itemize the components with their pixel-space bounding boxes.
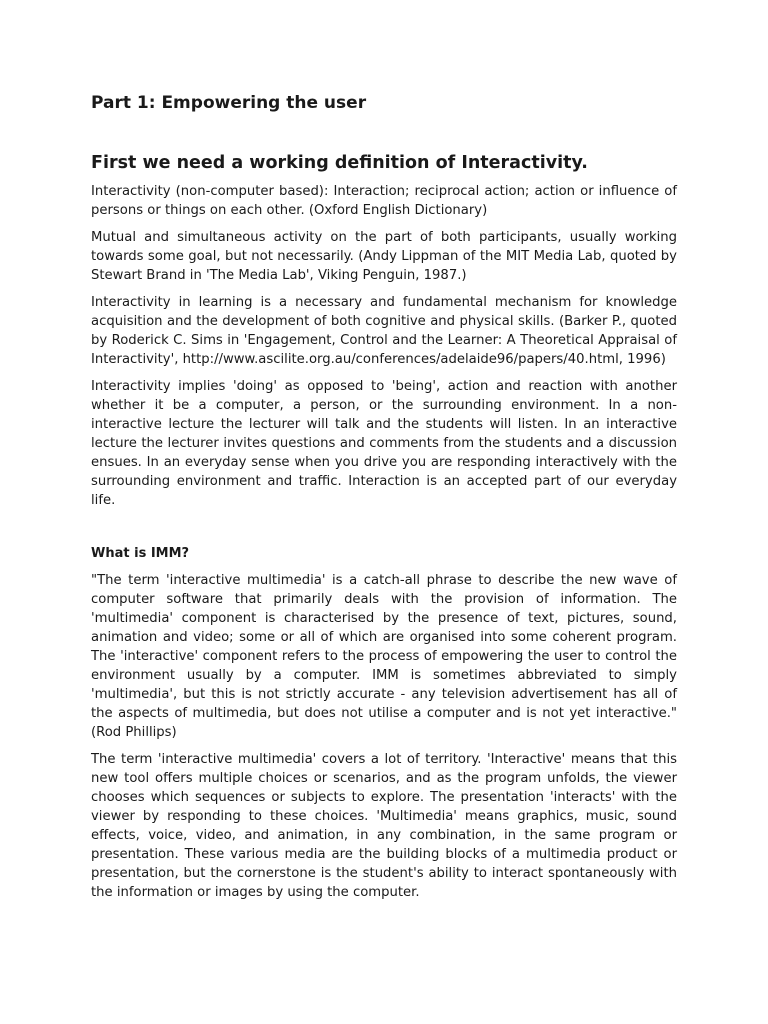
imm-paragraph-territory: The term 'interactive multimedia' covers a lot of territory. 'Interactive' means that this new tool offers multiple choices or scenarios, and as the program unfolds, the viewer chooses which sequences or subjects to explore. The presentation 'interacts' with the viewer by responding to these choices. 'Multimedia' means graphics, music, sound effects, voice, video, and animation, in any combination, in the same program or presentation. These various media are the building blocks of a multimedia product or presentation, but the cornerstone is the student's ability to interact spontaneously with the information or images by using the computer. — [91, 752, 677, 900]
part-title: Part 1: Empowering the user — [91, 93, 367, 113]
imm-paragraph-phillips: "The term 'interactive multimedia' is a catch-all phrase to describe the new wave of computer software that primarily deals with the provision of information. The 'multimedia' component is characterised by the presence of text, pictures, sound, animation and video; some or all of which are organised into some coherent program. The 'interactive' component refers to the process of empowering the user to control the environment usually by a computer. IMM is sometimes abbreviated to simply 'multimedia', but this is not strictly accurate - any television advertisement has all of the aspects of multimedia, but does not utilise a computer and is not yet interactive." (Rod Phillips) — [91, 573, 677, 740]
definition-paragraph-oxford: Interactivity (non-computer based): Interaction; reciprocal action; action or influence of persons or things on each other. (Oxford English Dictionary) — [91, 184, 677, 218]
definition-paragraph-barker: Interactivity in learning is a necessary and fundamental mechanism for knowledge acquisition and the development of both cognitive and physical skills. (Barker P., quoted by Roderick C. Sims in 'Engagement, Control and the Learner: A Theoretical Appraisal of Interactivity', http://www.ascilite.org.au/conferences/adelaide96/papers/40.html, 1996) — [91, 295, 677, 367]
document-page — [91, 92, 677, 910]
definition-paragraph-doing: Interactivity implies 'doing' as opposed to 'being', action and reaction with another whether it be a computer, a person, or the surrounding environment. In a non-interactive lecture the lecturer will talk and the students will listen. In an interactive lecture the lecturer invites questions and comments from the students and a discussion ensues. In an everyday sense when you drive you are responding interactively with the surrounding environment and traffic. Interaction is an accepted part of our everyday life. — [91, 379, 677, 508]
section-title: First we need a working definition of Interactivity. — [91, 153, 588, 173]
imm-heading: What is IMM? — [91, 546, 190, 561]
definition-paragraph-lippman: Mutual and simultaneous activity on the part of both participants, usually working towards some goal, but not necessarily. (Andy Lippman of the MIT Media Lab, quoted by Stewart Brand in 'The Media Lab', Viking Penguin, 1987.) — [91, 230, 677, 283]
